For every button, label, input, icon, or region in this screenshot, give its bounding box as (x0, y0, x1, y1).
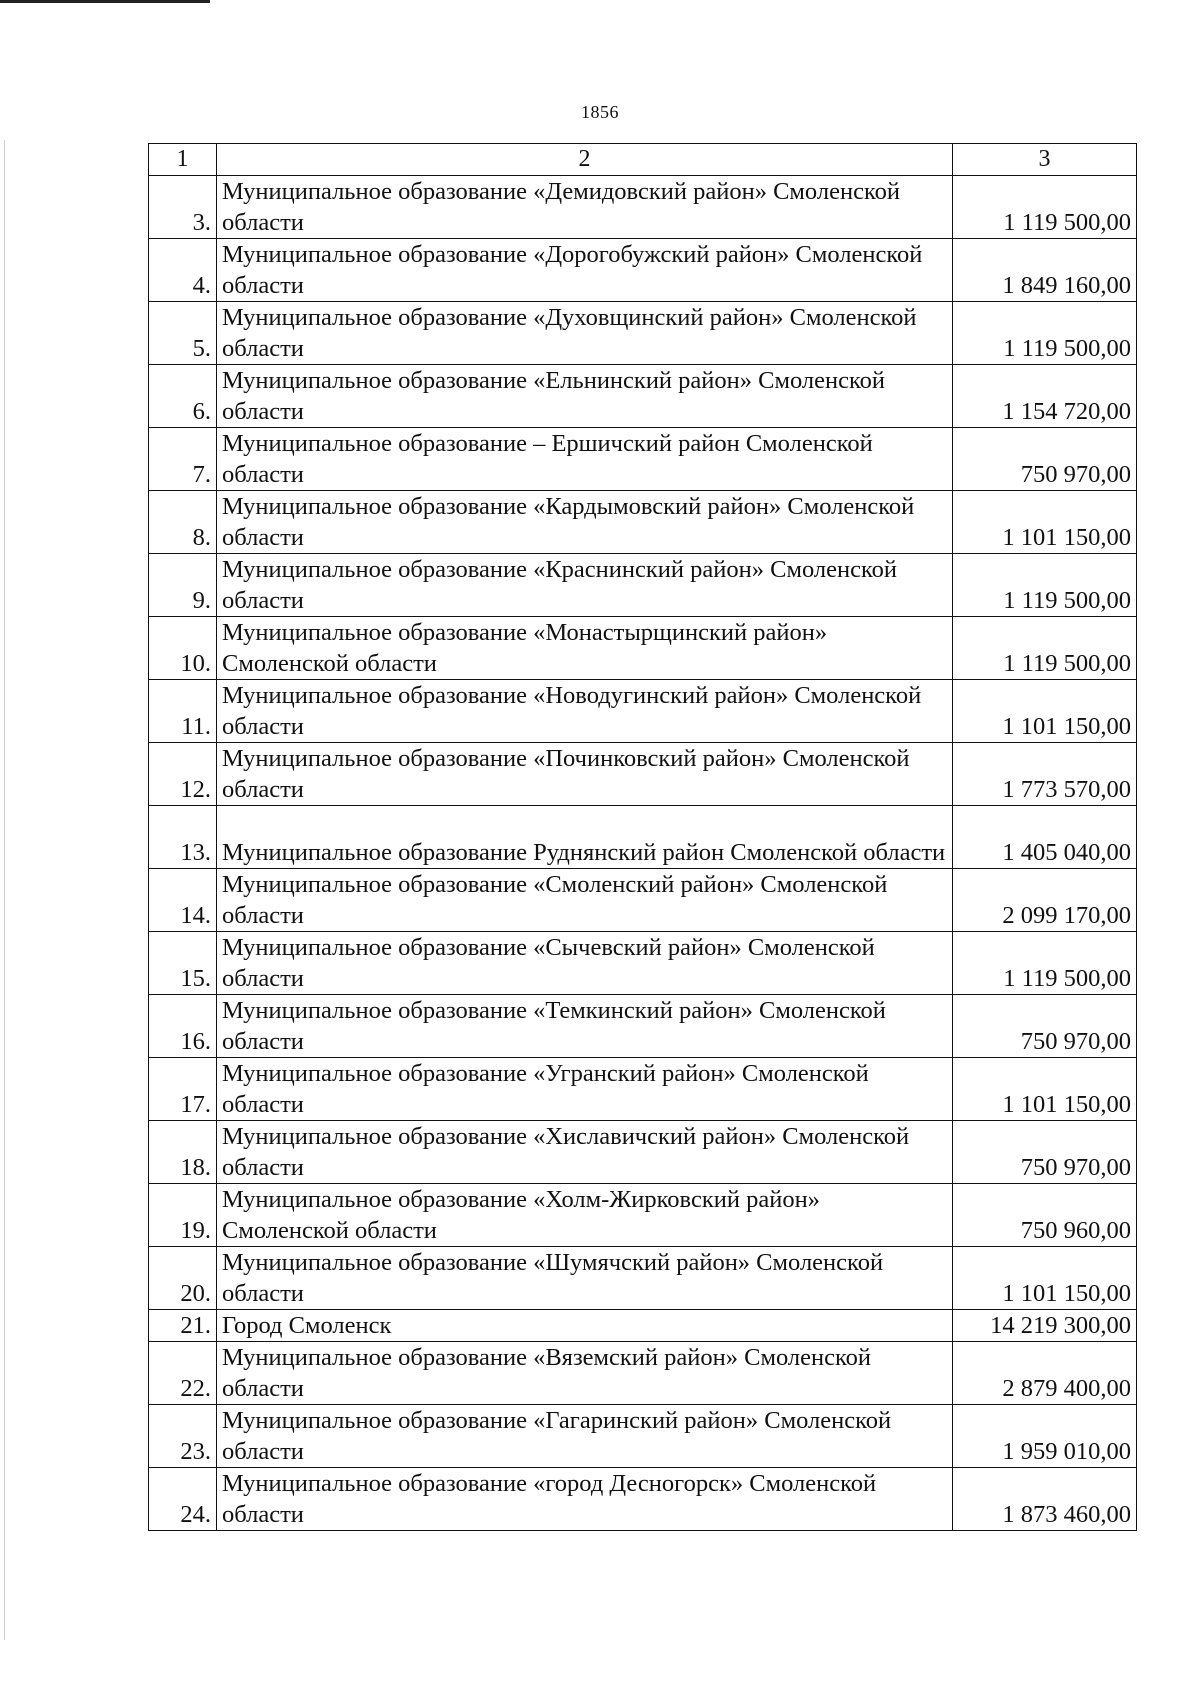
table-row (149, 743, 1137, 806)
column-header-amount: 3 (953, 144, 1137, 176)
scan-edge-shadow (4, 140, 5, 1640)
row-municipality-name: Муниципальное образование «Темкинский район» Смоленской области (217, 995, 953, 1058)
table-row (149, 176, 1137, 239)
table-row (149, 617, 1137, 680)
row-municipality-name: Муниципальное образование «Сычевский район» Смоленской области (217, 932, 953, 995)
row-number: 4. (149, 239, 217, 302)
row-amount: 2 099 170,00 (953, 869, 1137, 932)
row-amount: 1 119 500,00 (953, 932, 1137, 995)
table-row (149, 1184, 1137, 1247)
row-municipality-name: Муниципальное образование «Угранский район» Смоленской области (217, 1058, 953, 1121)
table-row (149, 806, 1137, 869)
row-municipality-name: Муниципальное образование «Новодугинский район» Смоленской области (217, 680, 953, 743)
row-number: 16. (149, 995, 217, 1058)
allocation-table (148, 143, 1137, 1531)
row-amount: 750 960,00 (953, 1184, 1137, 1247)
table-row (149, 1247, 1137, 1310)
table-row (149, 1121, 1137, 1184)
row-amount: 1 101 150,00 (953, 1058, 1137, 1121)
row-municipality-name: Муниципальное образование «Краснинский район» Смоленской области (217, 554, 953, 617)
page-number: 1856 (581, 102, 619, 122)
row-amount: 1 873 460,00 (953, 1468, 1137, 1531)
row-municipality-name: Муниципальное образование «Починковский район» Смоленской области (217, 743, 953, 806)
row-municipality-name: Город Смоленск (217, 1310, 953, 1342)
row-municipality-name: Муниципальное образование – Ершичский район Смоленской области (217, 428, 953, 491)
row-municipality-name: Муниципальное образование «Смоленский район» Смоленской области (217, 869, 953, 932)
table-row (149, 239, 1137, 302)
table-row (149, 302, 1137, 365)
row-municipality-name: Муниципальное образование «Кардымовский район» Смоленской области (217, 491, 953, 554)
row-amount: 1 119 500,00 (953, 302, 1137, 365)
row-number: 13. (149, 806, 217, 869)
row-amount: 1 119 500,00 (953, 554, 1137, 617)
row-number: 7. (149, 428, 217, 491)
row-number: 22. (149, 1342, 217, 1405)
row-amount: 750 970,00 (953, 995, 1137, 1058)
row-number: 12. (149, 743, 217, 806)
row-number: 23. (149, 1405, 217, 1468)
row-amount: 1 405 040,00 (953, 806, 1137, 869)
row-municipality-name: Муниципальное образование «Духовщинский район» Смоленской области (217, 302, 953, 365)
row-municipality-name: Муниципальное образование «Демидовский район» Смоленской области (217, 176, 953, 239)
row-number: 18. (149, 1121, 217, 1184)
scan-edge-line (0, 0, 210, 3)
row-amount: 2 879 400,00 (953, 1342, 1137, 1405)
row-number: 11. (149, 680, 217, 743)
row-number: 21. (149, 1310, 217, 1342)
row-number: 5. (149, 302, 217, 365)
row-amount: 1 773 570,00 (953, 743, 1137, 806)
table-row (149, 1468, 1137, 1531)
row-amount: 1 119 500,00 (953, 617, 1137, 680)
table-row (149, 1058, 1137, 1121)
row-municipality-name: Муниципальное образование «Дорогобужский район» Смоленской области (217, 239, 953, 302)
row-number: 10. (149, 617, 217, 680)
row-amount: 1 101 150,00 (953, 680, 1137, 743)
table-header-row (149, 144, 1137, 176)
row-amount: 1 959 010,00 (953, 1405, 1137, 1468)
row-number: 8. (149, 491, 217, 554)
column-header-number: 1 (149, 144, 217, 176)
column-header-name: 2 (217, 144, 953, 176)
row-municipality-name: Муниципальное образование «Хиславичский район» Смоленской области (217, 1121, 953, 1184)
table-row (149, 680, 1137, 743)
row-amount: 1 101 150,00 (953, 491, 1137, 554)
table-row (149, 869, 1137, 932)
row-municipality-name: Муниципальное образование Руднянский район Смоленской области (217, 806, 953, 869)
table-row (149, 932, 1137, 995)
row-number: 24. (149, 1468, 217, 1531)
row-municipality-name: Муниципальное образование «Шумячский район» Смоленской области (217, 1247, 953, 1310)
row-amount: 750 970,00 (953, 1121, 1137, 1184)
table-row (149, 491, 1137, 554)
table-row (149, 1342, 1137, 1405)
row-number: 17. (149, 1058, 217, 1121)
table-row (149, 365, 1137, 428)
row-number: 14. (149, 869, 217, 932)
row-municipality-name: Муниципальное образование «Ельнинский район» Смоленской области (217, 365, 953, 428)
row-number: 19. (149, 1184, 217, 1247)
table-row (149, 554, 1137, 617)
row-number: 15. (149, 932, 217, 995)
row-amount: 1 119 500,00 (953, 176, 1137, 239)
row-amount: 1 849 160,00 (953, 239, 1137, 302)
row-amount: 1 154 720,00 (953, 365, 1137, 428)
row-number: 6. (149, 365, 217, 428)
table-row (149, 1405, 1137, 1468)
table-row (149, 428, 1137, 491)
row-municipality-name: Муниципальное образование «Гагаринский район» Смоленской области (217, 1405, 953, 1468)
table-row (149, 1310, 1137, 1342)
row-municipality-name: Муниципальное образование «Вяземский район» Смоленской области (217, 1342, 953, 1405)
row-amount: 750 970,00 (953, 428, 1137, 491)
row-number: 3. (149, 176, 217, 239)
row-number: 9. (149, 554, 217, 617)
table-row (149, 995, 1137, 1058)
row-municipality-name: Муниципальное образование «город Десногорск» Смоленской области (217, 1468, 953, 1531)
row-number: 20. (149, 1247, 217, 1310)
row-amount: 14 219 300,00 (953, 1310, 1137, 1342)
row-municipality-name: Муниципальное образование «Монастырщинский район» Смоленской области (217, 617, 953, 680)
row-municipality-name: Муниципальное образование «Холм-Жирковский район» Смоленской области (217, 1184, 953, 1247)
row-amount: 1 101 150,00 (953, 1247, 1137, 1310)
